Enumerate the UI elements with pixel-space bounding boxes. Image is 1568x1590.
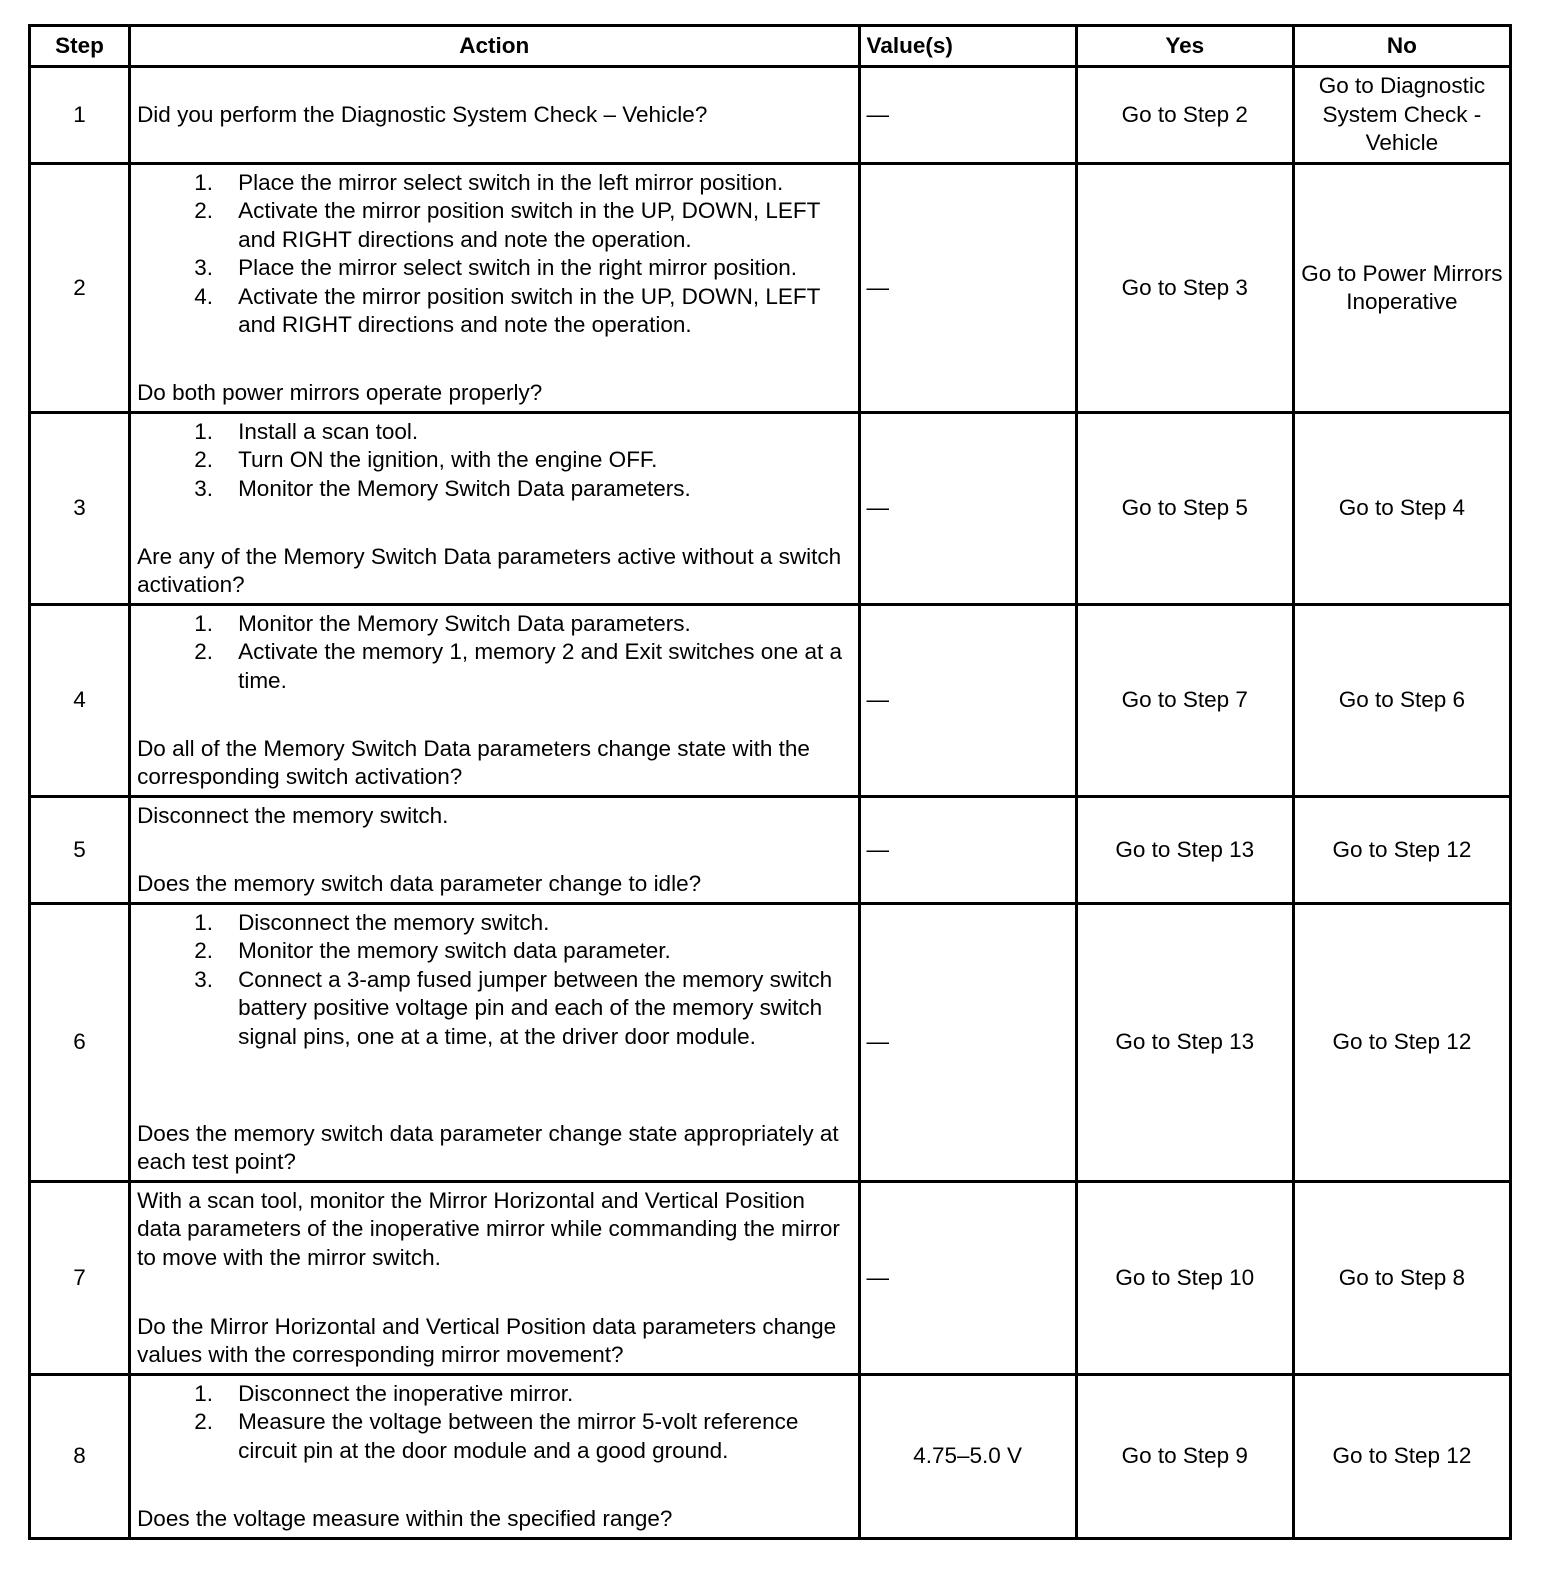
step-number: 8 — [30, 1375, 130, 1539]
table-row — [30, 413, 1511, 605]
list-item: 3. Place the mirror select switch in the right mirror position. — [194, 255, 798, 280]
step-number: 3 — [30, 413, 130, 605]
yes-cell: Go to Step 9 — [1076, 1375, 1293, 1539]
action-question: Does the memory switch data parameter change state appropriately at each test point? — [137, 1120, 839, 1174]
step-number: 1 — [30, 67, 130, 164]
list-item: 2. Activate the memory 1, memory 2 and Exit switches one at a time. — [194, 639, 843, 693]
list-item: 3. Connect a 3-amp fused jumper between the memory switch battery positive voltage pin and each of the memory switch signal pins, one at a time, at the driver door module. — [194, 966, 833, 1049]
table-row — [30, 904, 1511, 1182]
table-row — [30, 1375, 1511, 1539]
action-steps — [137, 909, 851, 1052]
no-cell: Go to Step 4 — [1293, 413, 1510, 605]
no-cell: Go to Power Mirrors Inoperative — [1293, 164, 1510, 413]
action-cell — [130, 413, 859, 605]
list-item: 1. Place the mirror select switch in the left mirror position. — [194, 169, 784, 195]
step-number: 5 — [30, 797, 130, 904]
list-item: 1. Monitor the Memory Switch Data parameters. — [194, 610, 691, 636]
action-cell — [130, 1182, 859, 1375]
header-yes: Yes — [1076, 26, 1293, 67]
header-row — [30, 26, 1511, 67]
value-cell: — — [859, 797, 1076, 904]
value-cell: — — [859, 1182, 1076, 1375]
table-row — [30, 605, 1511, 797]
no-cell: Go to Step 12 — [1293, 797, 1510, 904]
action-intro: With a scan tool, monitor the Mirror Horizontal and Vertical Position data parameters of the inoperative mirror while commanding the mirror to move with the mirror switch. — [137, 1187, 840, 1270]
value-cell: — — [859, 164, 1076, 413]
table-row — [30, 67, 1511, 164]
no-cell: Go to Step 12 — [1293, 904, 1510, 1182]
table-row — [30, 164, 1511, 413]
action-cell — [130, 605, 859, 797]
header-step: Step — [30, 26, 130, 67]
action-question: Does the voltage measure within the specified range? — [137, 1506, 673, 1531]
action-question: Do both power mirrors operate properly? — [137, 380, 543, 405]
yes-cell: Go to Step 13 — [1076, 904, 1293, 1182]
table-row — [30, 1182, 1511, 1375]
action-question: Do all of the Memory Switch Data parameters change state with the corresponding switch activation? — [137, 735, 810, 789]
list-item: 1. Disconnect the inoperative mirror. — [194, 1380, 574, 1406]
value-cell: 4.75–5.0 V — [859, 1375, 1076, 1539]
action-intro: Disconnect the memory switch. — [137, 802, 449, 828]
action-question: Are any of the Memory Switch Data parameters active without a switch activation? — [137, 543, 842, 597]
list-item: 4. Activate the mirror position switch in the UP, DOWN, LEFT and RIGHT directions and note the operation. — [194, 283, 820, 337]
action-question: Does the memory switch data parameter change to idle? — [137, 871, 702, 896]
action-steps — [137, 418, 851, 504]
step-number: 4 — [30, 605, 130, 797]
step-number: 2 — [30, 164, 130, 413]
no-cell: Go to Step 6 — [1293, 605, 1510, 797]
action-steps — [137, 169, 851, 340]
value-cell: — — [859, 67, 1076, 164]
list-item: 2. Turn ON the ignition, with the engine OFF. — [194, 447, 658, 472]
no-cell: Go to Diagnostic System Check - Vehicle — [1293, 67, 1510, 164]
action-intro: Did you perform the Diagnostic System Check – Vehicle? — [137, 101, 708, 127]
list-item: 1. Install a scan tool. — [194, 418, 419, 444]
yes-cell: Go to Step 2 — [1076, 67, 1293, 164]
value-cell: — — [859, 605, 1076, 797]
step-number: 6 — [30, 904, 130, 1182]
header-values: Value(s) — [859, 26, 1076, 67]
no-cell: Go to Step 8 — [1293, 1182, 1510, 1375]
table-row — [30, 797, 1511, 904]
action-cell — [130, 904, 859, 1182]
no-cell: Go to Step 12 — [1293, 1375, 1510, 1539]
list-item: 2. Monitor the memory switch data parameter. — [194, 938, 671, 963]
step-number: 7 — [30, 1182, 130, 1375]
value-cell: — — [859, 413, 1076, 605]
yes-cell: Go to Step 5 — [1076, 413, 1293, 605]
yes-cell: Go to Step 10 — [1076, 1182, 1293, 1375]
yes-cell: Go to Step 13 — [1076, 797, 1293, 904]
value-cell: — — [859, 904, 1076, 1182]
action-cell — [130, 797, 859, 904]
header-no: No — [1293, 26, 1510, 67]
yes-cell: Go to Step 7 — [1076, 605, 1293, 797]
list-item: 2. Activate the mirror position switch in the UP, DOWN, LEFT and RIGHT directions and note the operation. — [194, 198, 820, 252]
action-cell — [130, 67, 859, 164]
action-cell — [130, 164, 859, 413]
list-item: 3. Monitor the Memory Switch Data parameters. — [194, 475, 691, 501]
diagnostic-table — [28, 24, 1512, 1540]
action-question: Do the Mirror Horizontal and Vertical Position data parameters change values with the corresponding mirror movement? — [137, 1313, 837, 1367]
header-action: Action — [130, 26, 859, 67]
list-item: 2. Measure the voltage between the mirror 5-volt reference circuit pin at the door module and a good ground. — [194, 1409, 799, 1463]
list-item: 1. Disconnect the memory switch. — [194, 909, 550, 935]
action-steps — [137, 1380, 851, 1466]
action-steps — [137, 610, 851, 696]
yes-cell: Go to Step 3 — [1076, 164, 1293, 413]
action-cell — [130, 1375, 859, 1539]
